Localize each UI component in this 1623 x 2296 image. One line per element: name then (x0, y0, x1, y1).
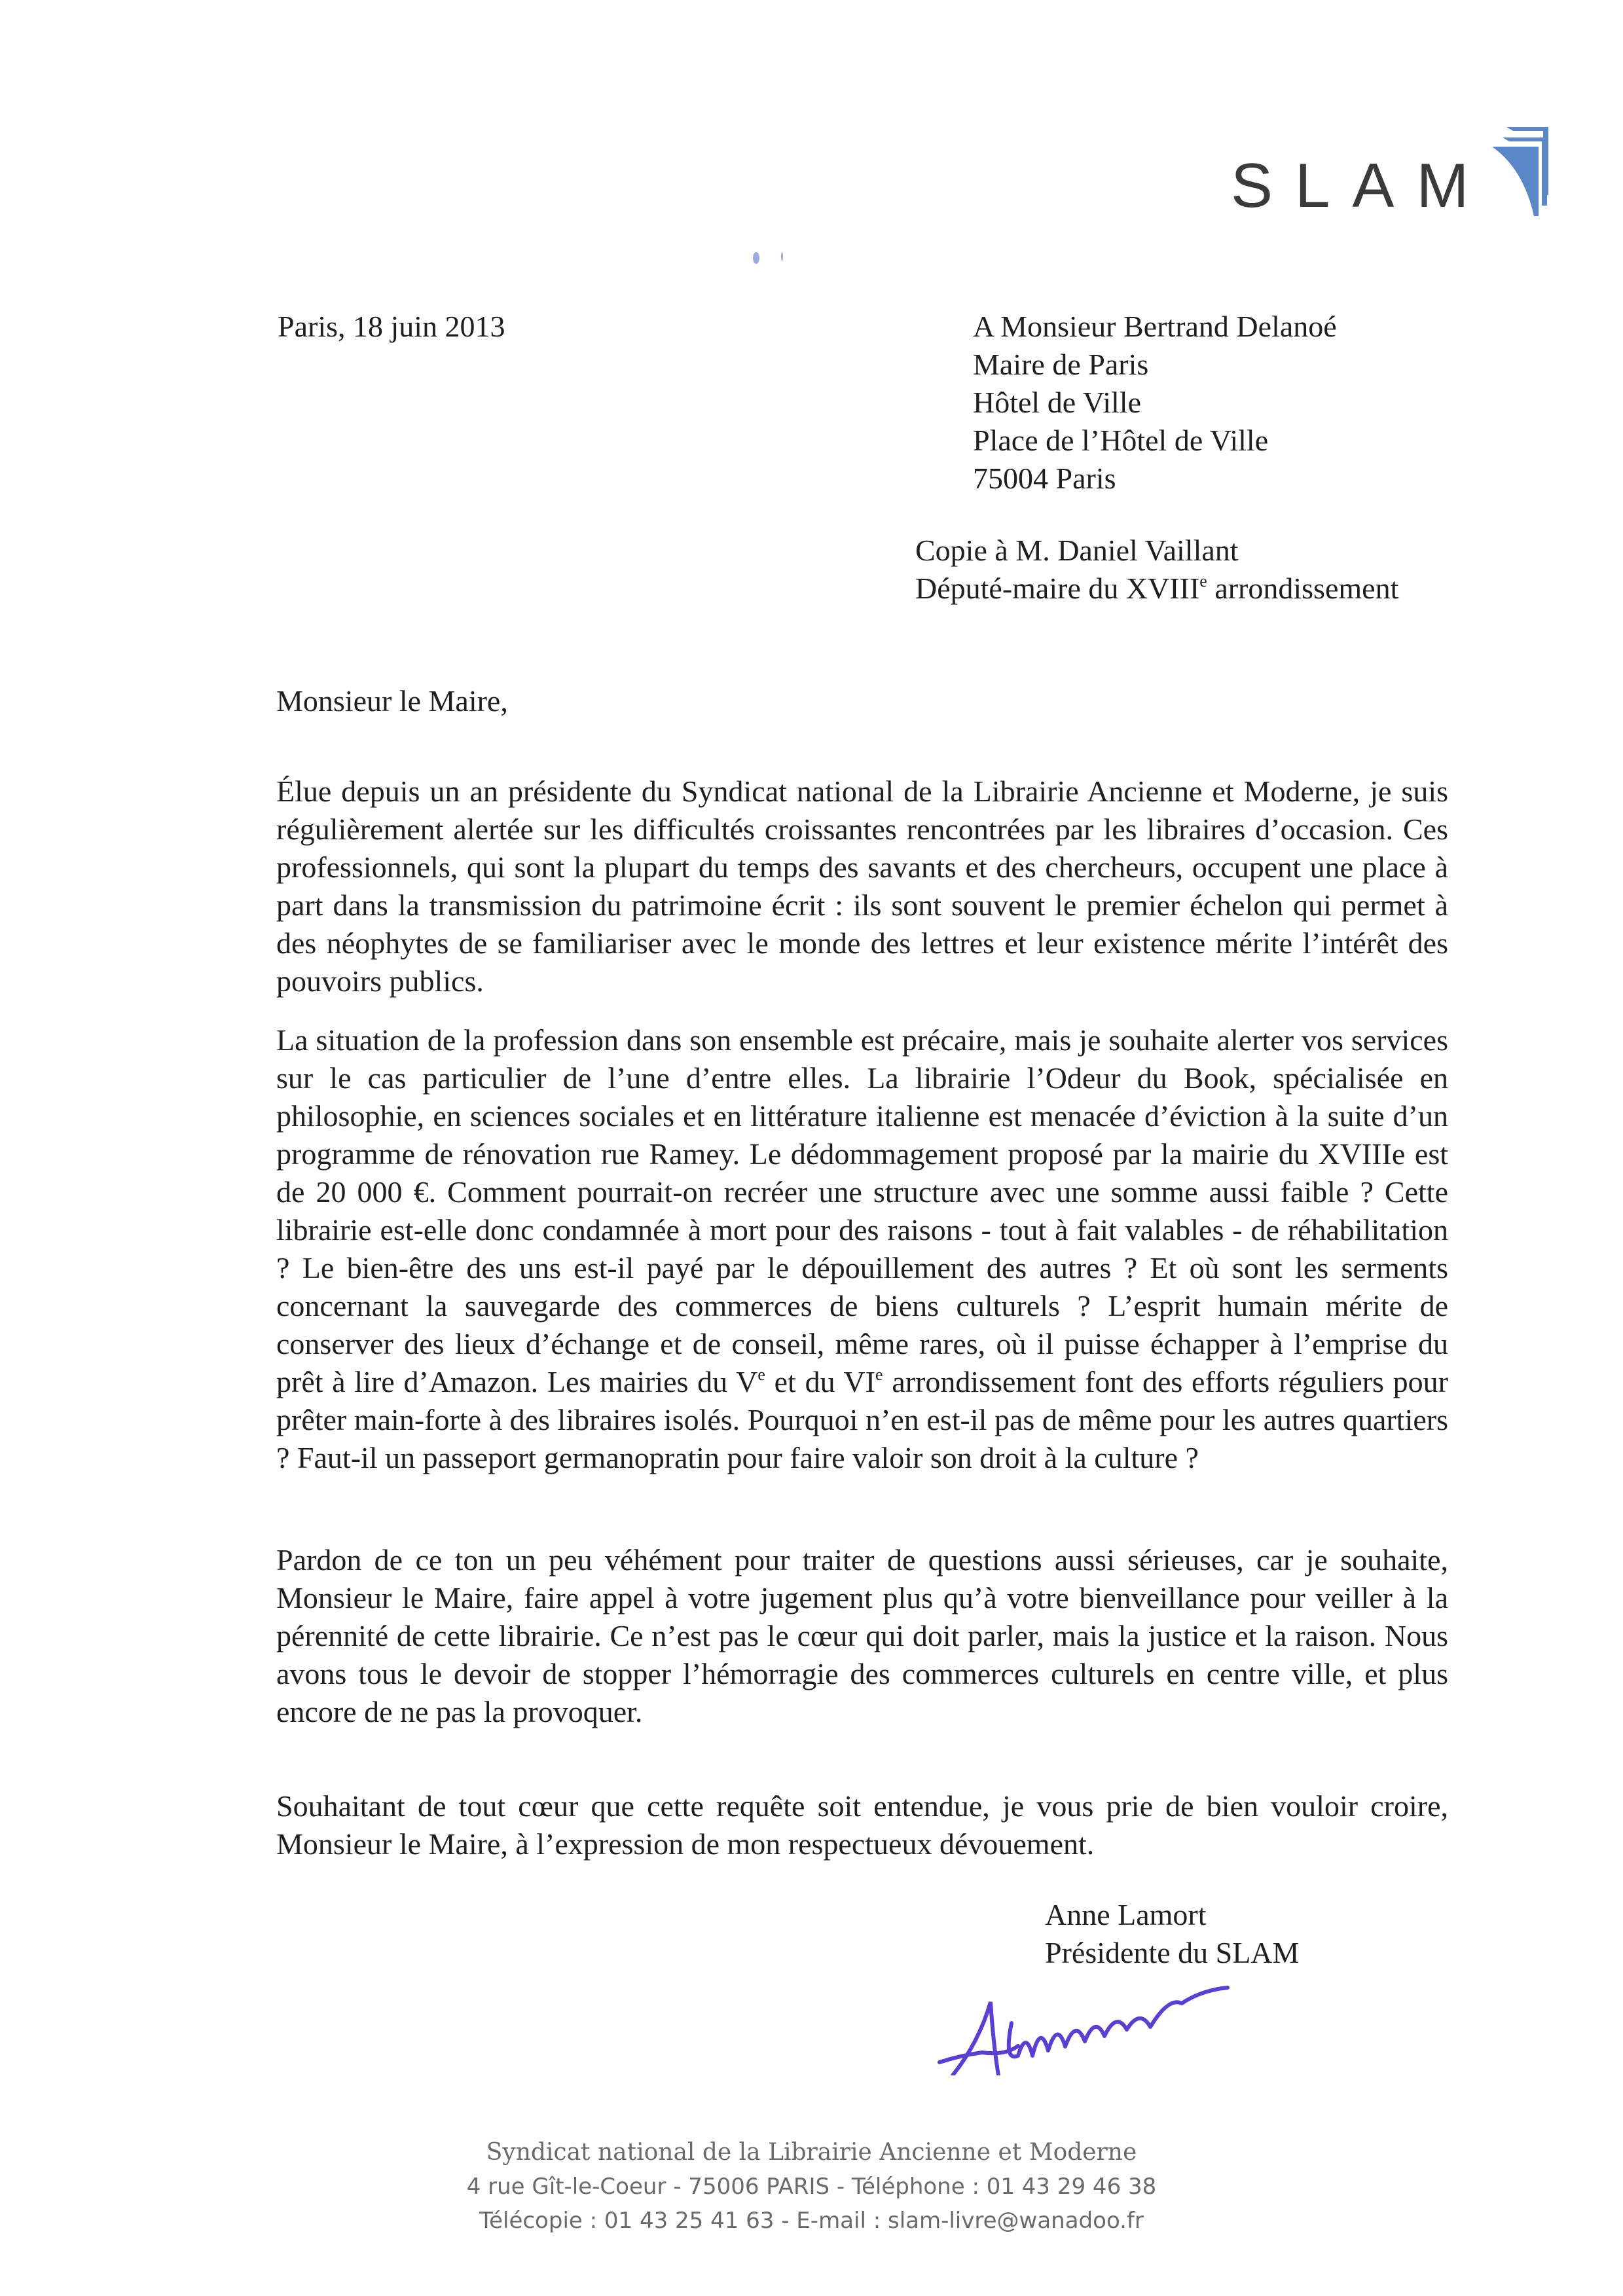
body-paragraph-2: La situation de la profession dans son ensemble est précaire, mais je souhaite alerter vos services sur le cas particulier de l’une d’entre elles. La librairie l’Odeur du Book, spécialisée en philosophie, en sciences sociales et en littérature italienne est menacée d’éviction à la suite d’un programme de rénovation rue Ramey. Le dédommagement proposé par la mairie du XVIIIe est de 20 000 €. Comment pourrait-on recréer une structure avec une somme aussi faible ? Cette librairie est-elle donc condamnée à mort pour des raisons - tout à fait valables - de réhabilitation ? Le bien-être des uns est-il payé par le dépouillement des autres ? Et où sont les serments concernant la sauvegarde des commerces de biens culturels ? L’esprit humain mérite de conserver des lieux d’échange et de conseil, même rares, où il puisse échapper à l’emprise du prêt à lire d’Amazon. Les mairies du Ve et du VIe arrondissement font des efforts réguliers pour prêter main-forte à des libraires isolés. Pourquoi n’en est-il pas de même pour les autres quartiers ? Faut-il un passeport germanopratin pour faire valoir son droit à la culture ? (276, 1023, 1448, 1474)
footer-address: 4 rue Gît-le-Coeur - 75006 PARIS - Téléphone : 01 43 29 46 38 (466, 2174, 1157, 2200)
signer-name: Anne Lamort (1045, 1898, 1207, 1931)
footer-contact: Télécopie : 01 43 25 41 63 - E-mail : slam-livre@wanadoo.fr (479, 2208, 1144, 2234)
recipient-line: Maire de Paris (973, 348, 1149, 381)
body-paragraph-3: Pardon de ce ton un peu véhément pour traiter de questions aussi sérieuses, car je souhaite, Monsieur le Maire, faire appel à votre jugement plus qu’à votre bienveillance pour veiller à la pérennité de cette librairie. Ce n’est pas le cœur qui doit parler, mais la justice et la raison. Nous avons tous le devoir de stopper l’hémorragie des commerces culturels en centre ville, et plus encore de ne pas la provoquer. (276, 1543, 1448, 1728)
handwritten-signature (920, 1964, 1286, 2075)
stacked-book-pages-icon (1489, 118, 1548, 216)
closing-paragraph: Souhaitant de tout cœur que cette requête soit entendue, je vous prie de bien vouloir croire, Monsieur le Maire, à l’expression de mon respectueux dévouement. (276, 1789, 1448, 1861)
salutation: Monsieur le Maire, (276, 684, 508, 718)
signer-title: Présidente du SLAM (1045, 1936, 1300, 1969)
footer-organization: Syndicat national de la Librairie Ancienne et Moderne (486, 2139, 1137, 2166)
letterhead-footer (0, 2136, 1623, 2238)
copy-to-line: Copie à M. Daniel Vaillant (915, 534, 1239, 567)
copy-to-title: Député-maire du XVIIIe arrondissement (915, 572, 1399, 605)
recipient-line: A Monsieur Bertrand Delanoé (973, 310, 1337, 343)
recipient-line: Place de l’Hôtel de Ville (973, 424, 1269, 457)
copy-to-block (915, 532, 1398, 608)
recipient-line: Hôtel de Ville (973, 386, 1141, 419)
letter-date: Paris, 18 juin 2013 (278, 310, 505, 343)
scan-speck (781, 252, 783, 261)
recipient-line: 75004 Paris (973, 462, 1116, 495)
slam-logo (1231, 118, 1571, 223)
scan-speck (753, 252, 759, 264)
signoff-block (1045, 1896, 1299, 1972)
logo-wordmark: SLAM (1231, 151, 1491, 221)
body-paragraph-1: Élue depuis un an présidente du Syndicat national de la Librairie Ancienne et Moderne, je suis régulièrement alertée sur les difficultés croissantes rencontrées par les libraires d’occasion. Ces professionnels, qui sont la plupart du temps des savants et des chercheurs, occupent une place à part dans la transmission du patrimoine écrit : ils sont souvent le premier échelon qui permet à des néophytes de se familiariser avec le monde des lettres et leur existence mérite l’intérêt des pouvoirs publics. (276, 774, 1448, 998)
recipient-address (973, 308, 1337, 498)
